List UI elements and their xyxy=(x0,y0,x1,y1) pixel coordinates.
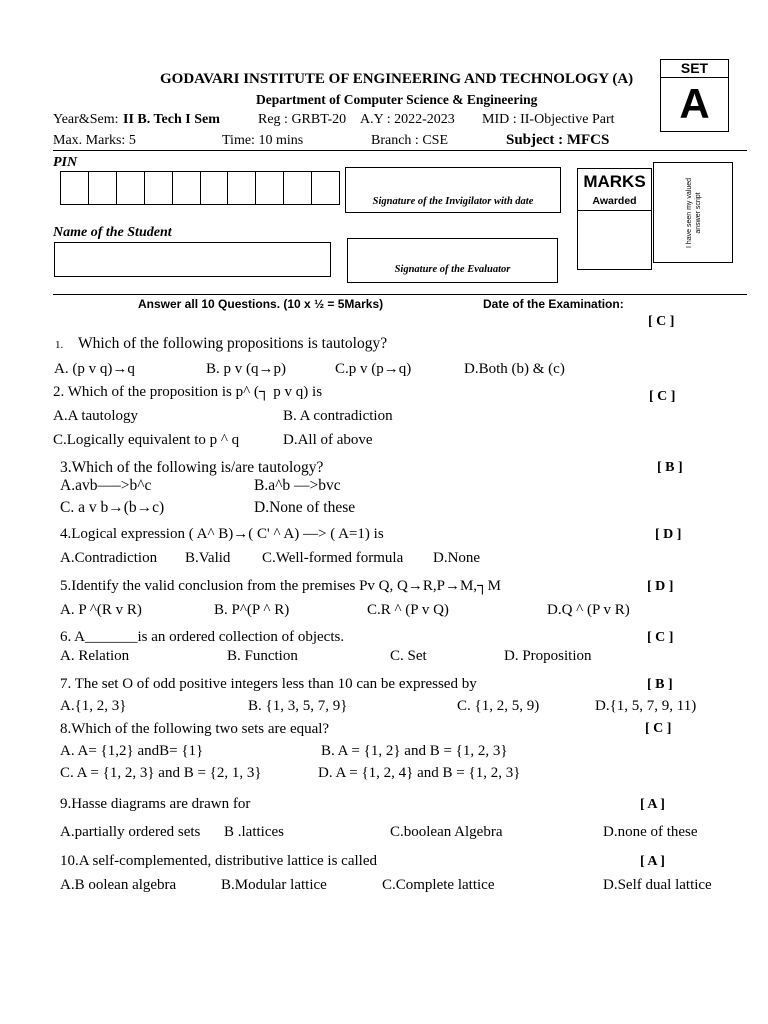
mid-exam: MID : II-Objective Part xyxy=(482,112,615,127)
option-c: C. {1, 2, 5, 9) xyxy=(457,698,540,714)
option-a: A.{1, 2, 3} xyxy=(60,698,127,714)
option-d: D.None of these xyxy=(254,499,356,516)
option-a: A.avb—–>b^c xyxy=(60,477,152,494)
acknowledgement-box xyxy=(653,162,733,263)
pin-input-grid[interactable] xyxy=(60,171,340,205)
option-b: B.a^b —>bvc xyxy=(254,477,341,494)
department-title: Department of Computer Science & Engineering xyxy=(256,92,538,107)
invigilator-signature-label: Signature of the Invigilator with date xyxy=(372,196,534,207)
question-text: 5.Identify the valid conclusion from the premises Pv Q, Q→R,P→M,┐M xyxy=(60,578,501,594)
set-label: SET xyxy=(680,60,709,76)
option-b: B. A contradiction xyxy=(283,408,393,424)
option-d: D.Self dual lattice xyxy=(603,877,712,893)
option-d: D.All of above xyxy=(283,432,373,448)
exam-date-label: Date of the Examination: xyxy=(483,297,624,311)
question-text: 4.Logical expression ( A^ B)→( C' ^ A) —> ( A=1) is xyxy=(60,526,384,542)
answer-key: [ D ] xyxy=(655,527,682,542)
option-b: B. Function xyxy=(227,648,298,664)
student-name-label: Name of the Student xyxy=(53,225,172,240)
answer-key: [ C ] xyxy=(645,721,672,736)
set-value: A xyxy=(679,80,710,127)
option-a: A. P ^(R v R) xyxy=(60,602,142,618)
yearsem-label: Year&Sem: xyxy=(53,112,119,127)
evaluator-signature-label: Signature of the Evaluator xyxy=(394,264,511,275)
question-text: 10.A self-complemented, distributive lattice is called xyxy=(60,853,377,869)
yearsem-value: II B. Tech I Sem xyxy=(123,112,220,127)
option-a: A. Relation xyxy=(60,648,130,664)
question-text: 6. A_______is an ordered collection of objects. xyxy=(60,629,345,645)
option-a: A.Contradiction xyxy=(60,550,158,566)
option-a: A.A tautology xyxy=(53,408,138,424)
option-c: C.Well-formed formula xyxy=(262,550,404,566)
option-d: D.Both (b) & (c) xyxy=(464,361,565,377)
evaluator-signature-box[interactable] xyxy=(347,238,558,283)
question-text: 8.Which of the following two sets are equal? xyxy=(60,721,330,737)
invigilator-signature-box[interactable] xyxy=(345,167,561,213)
option-c: C. A = {1, 2, 3} and B = {2, 1, 3} xyxy=(60,765,262,781)
awarded-label: Awarded xyxy=(592,195,637,207)
pin-label: PIN xyxy=(53,155,78,170)
question-text: 7. The set O of odd positive integers less than 10 can be expressed by xyxy=(60,676,477,692)
student-name-field[interactable] xyxy=(54,242,331,277)
answer-key: [ D ] xyxy=(647,579,674,594)
question-text: Which of the following propositions is tautology? xyxy=(78,335,388,352)
reg-code: Reg : GRBT-20 xyxy=(258,112,347,127)
option-c: C.R ^ (P v Q) xyxy=(367,602,449,618)
question-text: 9.Hasse diagrams are drawn for xyxy=(60,796,251,812)
exam-time: Time: 10 mins xyxy=(222,133,304,148)
answer-key: [ C ] xyxy=(647,630,674,645)
max-marks: Max. Marks: 5 xyxy=(53,133,136,148)
option-a: A. (p v q)→q xyxy=(54,361,135,377)
set-box xyxy=(660,59,729,132)
answer-key: [ C ] xyxy=(649,389,676,404)
question-text: 2. Which of the proposition is p^ (┐ p v q) is xyxy=(53,384,323,400)
header-divider xyxy=(53,150,747,151)
branch: Branch : CSE xyxy=(371,133,448,148)
option-c: C.Complete lattice xyxy=(382,877,495,893)
academic-year: A.Y : 2022-2023 xyxy=(360,112,455,127)
option-c: C.Logically equivalent to p ^ q xyxy=(53,432,240,448)
option-c: C. a v b→(b→c) xyxy=(60,499,165,516)
option-b: B. {1, 3, 5, 7, 9} xyxy=(248,698,348,714)
institute-title: GODAVARI INSTITUTE OF ENGINEERING AND TECHNOLOGY (A) xyxy=(160,71,634,87)
option-a: A. A= {1,2} andB= {1} xyxy=(60,743,204,759)
option-b: B. A = {1, 2} and B = {1, 2, 3} xyxy=(321,743,508,759)
answer-key: [ C ] xyxy=(648,314,675,329)
option-b: B. p v (q→p) xyxy=(206,361,286,377)
marks-box xyxy=(577,168,652,270)
question-number: 1. xyxy=(55,339,64,351)
option-b: B.Modular lattice xyxy=(221,877,327,893)
option-d: D. A = {1, 2, 4} and B = {1, 2, 3} xyxy=(318,765,521,781)
option-c: C.p v (p→q) xyxy=(335,361,412,377)
option-d: D.None xyxy=(433,550,481,566)
acknowledgement-note: I have seen my valued answer script xyxy=(686,177,702,249)
answer-key: [ B ] xyxy=(657,460,683,475)
question-text: 3.Which of the following is/are tautology? xyxy=(60,459,324,476)
option-d: D. Proposition xyxy=(504,648,592,664)
option-b: B.Valid xyxy=(185,550,231,566)
answer-key: [ A ] xyxy=(640,797,665,812)
option-b: B. P^(P ^ R) xyxy=(214,602,290,618)
answer-key: [ B ] xyxy=(647,677,673,692)
answer-key: [ A ] xyxy=(640,854,665,869)
option-c: C.boolean Algebra xyxy=(390,824,503,840)
option-c: C. Set xyxy=(390,648,427,664)
option-d: D.Q ^ (P v R) xyxy=(547,602,630,618)
option-a: A.partially ordered sets xyxy=(60,824,201,840)
option-d: D.none of these xyxy=(603,824,698,840)
option-a: A.B oolean algebra xyxy=(60,877,177,893)
form-divider xyxy=(53,294,747,295)
marks-label: MARKS xyxy=(583,172,646,191)
subject: Subject : MFCS xyxy=(506,132,610,148)
option-b: B .lattices xyxy=(224,824,284,840)
instructions: Answer all 10 Questions. (10 x ½ = 5Marks) xyxy=(138,297,384,311)
option-d: D.{1, 5, 7, 9, 11) xyxy=(595,698,697,714)
